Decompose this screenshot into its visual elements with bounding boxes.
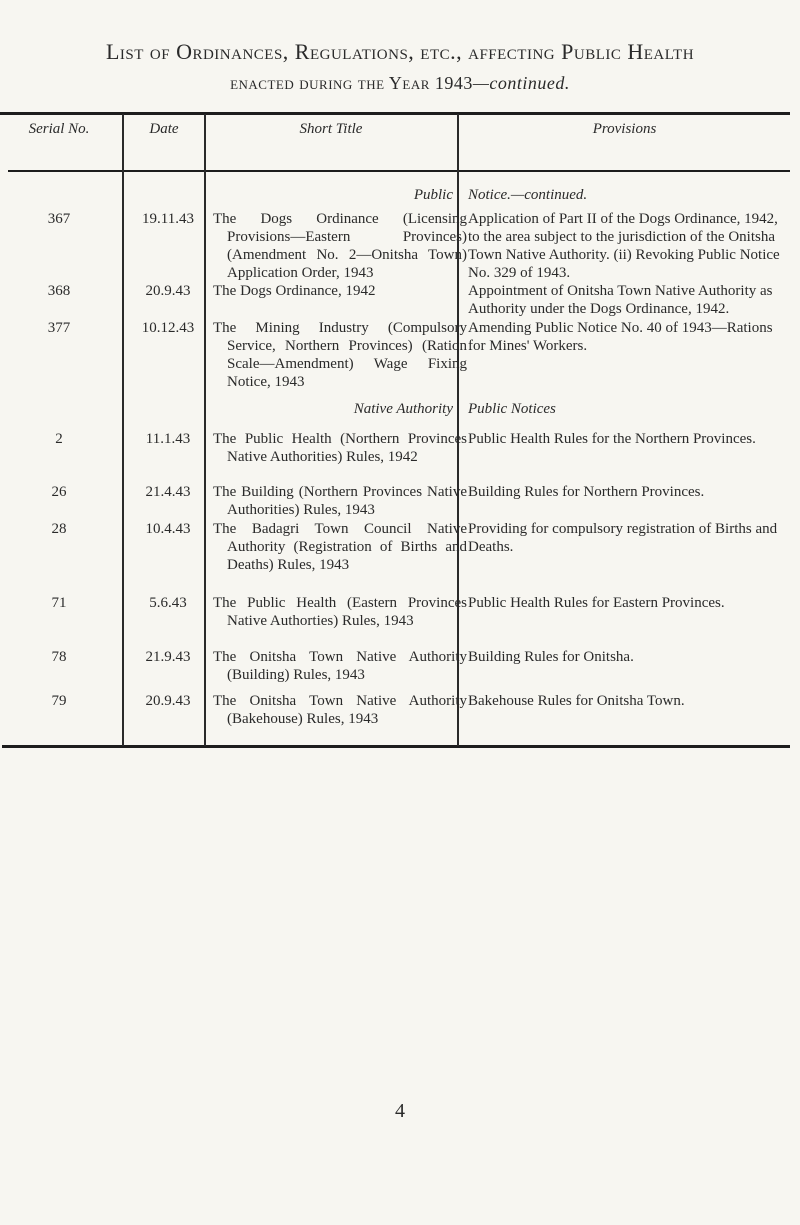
ordinances-table (0, 112, 800, 752)
row-serial: 71 (51, 595, 67, 611)
column-header-provisions: Provisions (592, 121, 657, 137)
row-provisions: Building Rules for Onitsha. (468, 649, 634, 665)
row-provisions: Application of Part II of the Dogs Ordinance, 1942, to the area subject to the jurisdiction of the Onitsha Town Native Authority. (ii) Revoking Public Notice No. 329 of 1943. (468, 211, 780, 281)
page-heading (0, 38, 800, 96)
row-title: The Badagri Town Council Native Authority (Registration of Births and Deaths) Rules, 1943 (213, 521, 467, 573)
row-serial: 377 (47, 320, 71, 336)
section-provisions-heading: Public Notices (468, 401, 556, 417)
table-bottom-rule (2, 745, 790, 748)
row-provisions: Bakehouse Rules for Onitsha Town. (468, 693, 685, 709)
row-provisions: Building Rules for Northern Provinces. (468, 484, 705, 500)
section-title: Native Authority (353, 401, 453, 417)
row-date: 5.6.43 (149, 595, 187, 611)
page-number: 4 (395, 1100, 405, 1122)
row-title: The Mining Industry (Compulsory Service, Northern Provinces) (Ration Scale—Amendment) Wage Fixing Notice, 1943 (213, 320, 467, 390)
column-divider (204, 114, 206, 746)
row-title: The Public Health (Eastern Provinces Native Authorties) Rules, 1943 (213, 595, 467, 629)
row-date: 19.11.43 (142, 211, 194, 227)
heading-line-2-prefix: enacted during the Year 1943 (230, 73, 473, 93)
column-header-serial: Serial No. (28, 121, 90, 137)
row-title: The Onitsha Town Native Authority (Bakehouse) Rules, 1943 (213, 693, 467, 727)
row-provisions: Public Health Rules for Eastern Provinces. (468, 595, 725, 611)
row-title: The Onitsha Town Native Authority (Building) Rules, 1943 (213, 649, 467, 683)
row-serial: 28 (51, 521, 67, 537)
row-serial: 79 (51, 693, 67, 709)
row-serial: 78 (51, 649, 67, 665)
table-header-rule (8, 170, 790, 172)
section-provisions-heading: Notice.—continued. (468, 187, 588, 203)
row-date: 21.9.43 (145, 649, 191, 665)
heading-line-2-suffix: —continued. (472, 73, 570, 93)
row-date: 21.4.43 (145, 484, 191, 500)
row-serial: 367 (47, 211, 71, 227)
heading-line-2 (0, 70, 800, 96)
column-header-title: Short Title (299, 121, 363, 137)
row-provisions: Providing for compulsory registration of Births and Deaths. (468, 521, 778, 555)
table-top-rule (0, 112, 790, 115)
row-title: The Dogs Ordinance (Licensing Provisions—Eastern Provinces) (Amendment No. 2—Onitsha Town) Application Order, 1943 (213, 211, 467, 281)
column-divider (122, 114, 124, 746)
row-title: The Building (Northern Provinces Native Authorities) Rules, 1943 (213, 484, 467, 518)
row-provisions: Amending Public Notice No. 40 of 1943—Rations for Mines' Workers. (468, 320, 773, 354)
row-title: The Public Health (Northern Provinces Native Authorities) Rules, 1942 (213, 431, 467, 465)
row-date: 20.9.43 (145, 283, 191, 299)
row-title: The Dogs Ordinance, 1942 (213, 283, 376, 299)
row-serial: 26 (51, 484, 67, 500)
heading-line-1: List of Ordinances, Regulations, etc., affecting Public Health (105, 39, 695, 64)
row-date: 10.4.43 (145, 521, 191, 537)
row-date: 20.9.43 (145, 693, 191, 709)
section-title: Public (413, 187, 453, 203)
row-provisions: Appointment of Onitsha Town Native Authority as Authority under the Dogs Ordinance, 1942. (468, 283, 773, 317)
row-serial: 368 (47, 283, 71, 299)
row-serial: 2 (55, 431, 63, 447)
row-date: 11.1.43 (145, 431, 191, 447)
column-header-date: Date (149, 121, 179, 137)
row-provisions: Public Health Rules for the Northern Provinces. (468, 431, 756, 447)
row-date: 10.12.43 (141, 320, 195, 336)
